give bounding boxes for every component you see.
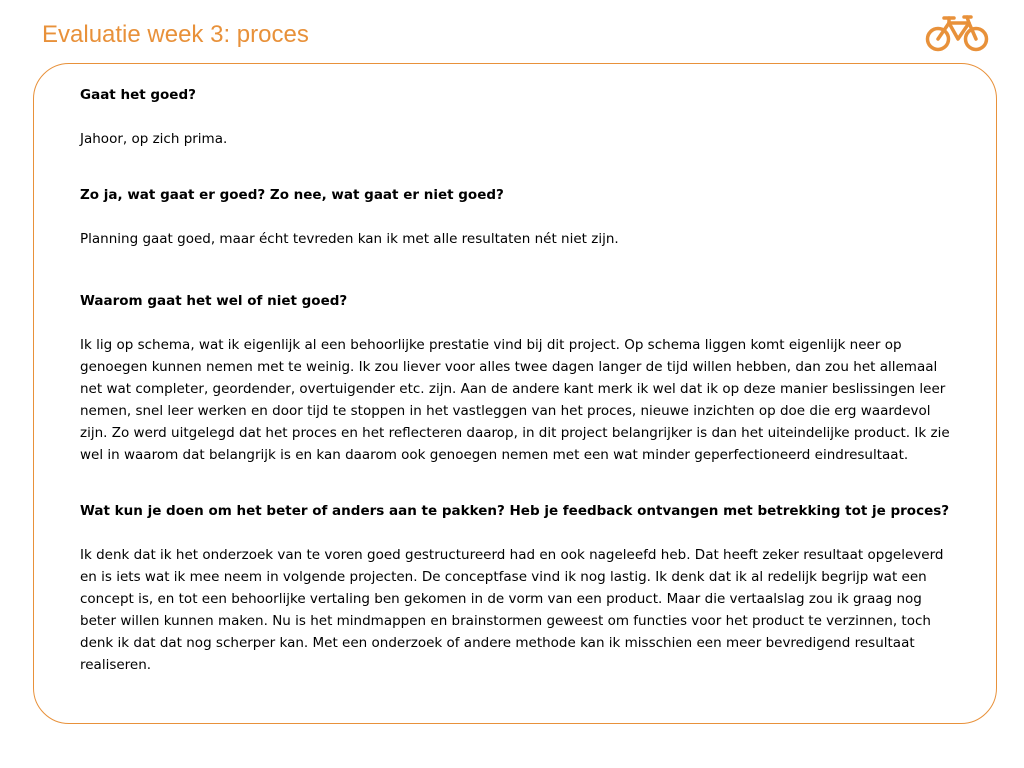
qa-section	[80, 500, 950, 676]
evaluation-content	[80, 84, 950, 676]
answer-text: Ik denk dat ik het onderzoek van te voren goed gestructureerd had en ook nageleefd heb. Dat heeft zeker resultaat opgeleverd en is iets wat ik mee neem in volgende projecten. De conceptfase vind ik nog lastig. Ik denk dat ik al redelijk begrijp wat een concept is, en tot een behoorlijke vertaling ben gekomen in de vorm van een product. Maar die vertaalslag zou ik graag nog beter willen kunnen maken. Nu is het mindmappen en brainstormen geweest om functies voor het product te verzinnen, toch denk ik dat dat nog scherper kan. Met een onderzoek of andere methode kan ik misschien een meer bevredigend resultaat realiseren.	[80, 547, 944, 673]
slide-title: Evaluatie week 3: proces	[42, 21, 309, 48]
qa-section	[80, 84, 950, 150]
question-heading: Waarom gaat het wel of niet goed?	[80, 293, 348, 309]
answer-text: Ik lig op schema, wat ik eigenlijk al een behoorlijke prestatie vind bij dit project. Op schema liggen komt eigenlijk neer op genoegen kunnen nemen met te weinig. Ik zou liever voor alles twee dagen langer de tijd willen hebben, dan zou het allemaal net wat completer, geordender, overtuigender etc. zijn. Aan de andere kant merk ik wel dat ik op deze manier beslissingen leer nemen, snel leer werken en door tijd te stoppen in het vastleggen van het proces, nieuwe inzichten op doe die erg waardevol zijn. Zo werd uitgelegd dat het proces en het reflecteren daarop, in dit project belangrijker is dan het uiteindelijke product. Ik zie wel in waarom dat belangrijk is en kan daarom ook genoegen nemen met een wat minder geperfectioneerd eindresultaat.	[80, 337, 950, 463]
answer-text: Jahoor, op zich prima.	[80, 131, 228, 147]
answer-text: Planning gaat goed, maar écht tevreden kan ik met alle resultaten nét niet zijn.	[80, 231, 619, 247]
question-heading: Wat kun je doen om het beter of anders aan te pakken? Heb je feedback ontvangen met betrekking tot je proces?	[80, 503, 950, 519]
bicycle-icon	[922, 12, 992, 54]
qa-section	[80, 184, 950, 250]
question-heading: Gaat het goed?	[80, 87, 196, 103]
question-heading: Zo ja, wat gaat er goed? Zo nee, wat gaat er niet goed?	[80, 187, 504, 203]
qa-section	[80, 290, 950, 466]
